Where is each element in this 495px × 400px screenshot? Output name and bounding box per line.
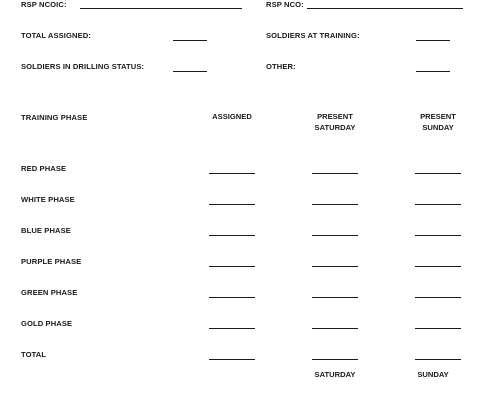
present-sunday-header-line1: PRESENT [420, 112, 456, 121]
present-saturday-header-line2: SATURDAY [314, 123, 356, 132]
red-phase-sunday-field[interactable] [415, 173, 461, 174]
green-phase-sunday-field[interactable] [415, 297, 461, 298]
rsp-nco-field[interactable] [307, 8, 463, 9]
blue-phase-saturday-field[interactable] [312, 235, 358, 236]
gold-phase-sunday-field[interactable] [415, 328, 461, 329]
soldiers-at-training-field[interactable] [416, 40, 450, 41]
purple-phase-assigned-field[interactable] [209, 266, 255, 267]
row-label-total: TOTAL [21, 350, 47, 359]
row-label-red-phase: RED PHASE [21, 164, 67, 173]
total-assigned-label: TOTAL ASSIGNED: [21, 31, 91, 40]
blue-phase-sunday-field[interactable] [415, 235, 461, 236]
total-sunday-field[interactable] [415, 359, 461, 360]
rsp-ncoic-field[interactable] [80, 8, 242, 9]
total-assigned-row-field[interactable] [209, 359, 255, 360]
purple-phase-saturday-field[interactable] [312, 266, 358, 267]
footer-saturday-label: SATURDAY [314, 370, 356, 379]
other-label: OTHER: [266, 62, 296, 71]
red-phase-assigned-field[interactable] [209, 173, 255, 174]
white-phase-saturday-field[interactable] [312, 204, 358, 205]
total-saturday-field[interactable] [312, 359, 358, 360]
present-sunday-header-line2: SUNDAY [422, 123, 454, 132]
soldiers-at-training-label: SOLDIERS AT TRAINING: [266, 31, 360, 40]
drilling-status-label: SOLDIERS IN DRILLING STATUS: [21, 62, 145, 71]
assigned-header: ASSIGNED [212, 112, 252, 121]
present-saturday-header [300, 111, 370, 133]
gold-phase-assigned-field[interactable] [209, 328, 255, 329]
gold-phase-saturday-field[interactable] [312, 328, 358, 329]
red-phase-saturday-field[interactable] [312, 173, 358, 174]
footer-sunday-label: SUNDAY [417, 370, 449, 379]
training-phase-header: TRAINING PHASE [21, 113, 88, 122]
rsp-ncoic-label: RSP NCOIC: [21, 0, 67, 9]
total-assigned-field[interactable] [173, 40, 207, 41]
drilling-status-field[interactable] [173, 71, 207, 72]
blue-phase-assigned-field[interactable] [209, 235, 255, 236]
row-label-green-phase: GREEN PHASE [21, 288, 78, 297]
row-label-purple-phase: PURPLE PHASE [21, 257, 82, 266]
white-phase-assigned-field[interactable] [209, 204, 255, 205]
present-saturday-header-line1: PRESENT [317, 112, 353, 121]
purple-phase-sunday-field[interactable] [415, 266, 461, 267]
white-phase-sunday-field[interactable] [415, 204, 461, 205]
row-label-gold-phase: GOLD PHASE [21, 319, 73, 328]
rsp-nco-label: RSP NCO: [266, 0, 304, 9]
other-field[interactable] [416, 71, 450, 72]
row-label-white-phase: WHITE PHASE [21, 195, 75, 204]
present-sunday-header [403, 111, 473, 133]
row-label-blue-phase: BLUE PHASE [21, 226, 71, 235]
green-phase-saturday-field[interactable] [312, 297, 358, 298]
green-phase-assigned-field[interactable] [209, 297, 255, 298]
